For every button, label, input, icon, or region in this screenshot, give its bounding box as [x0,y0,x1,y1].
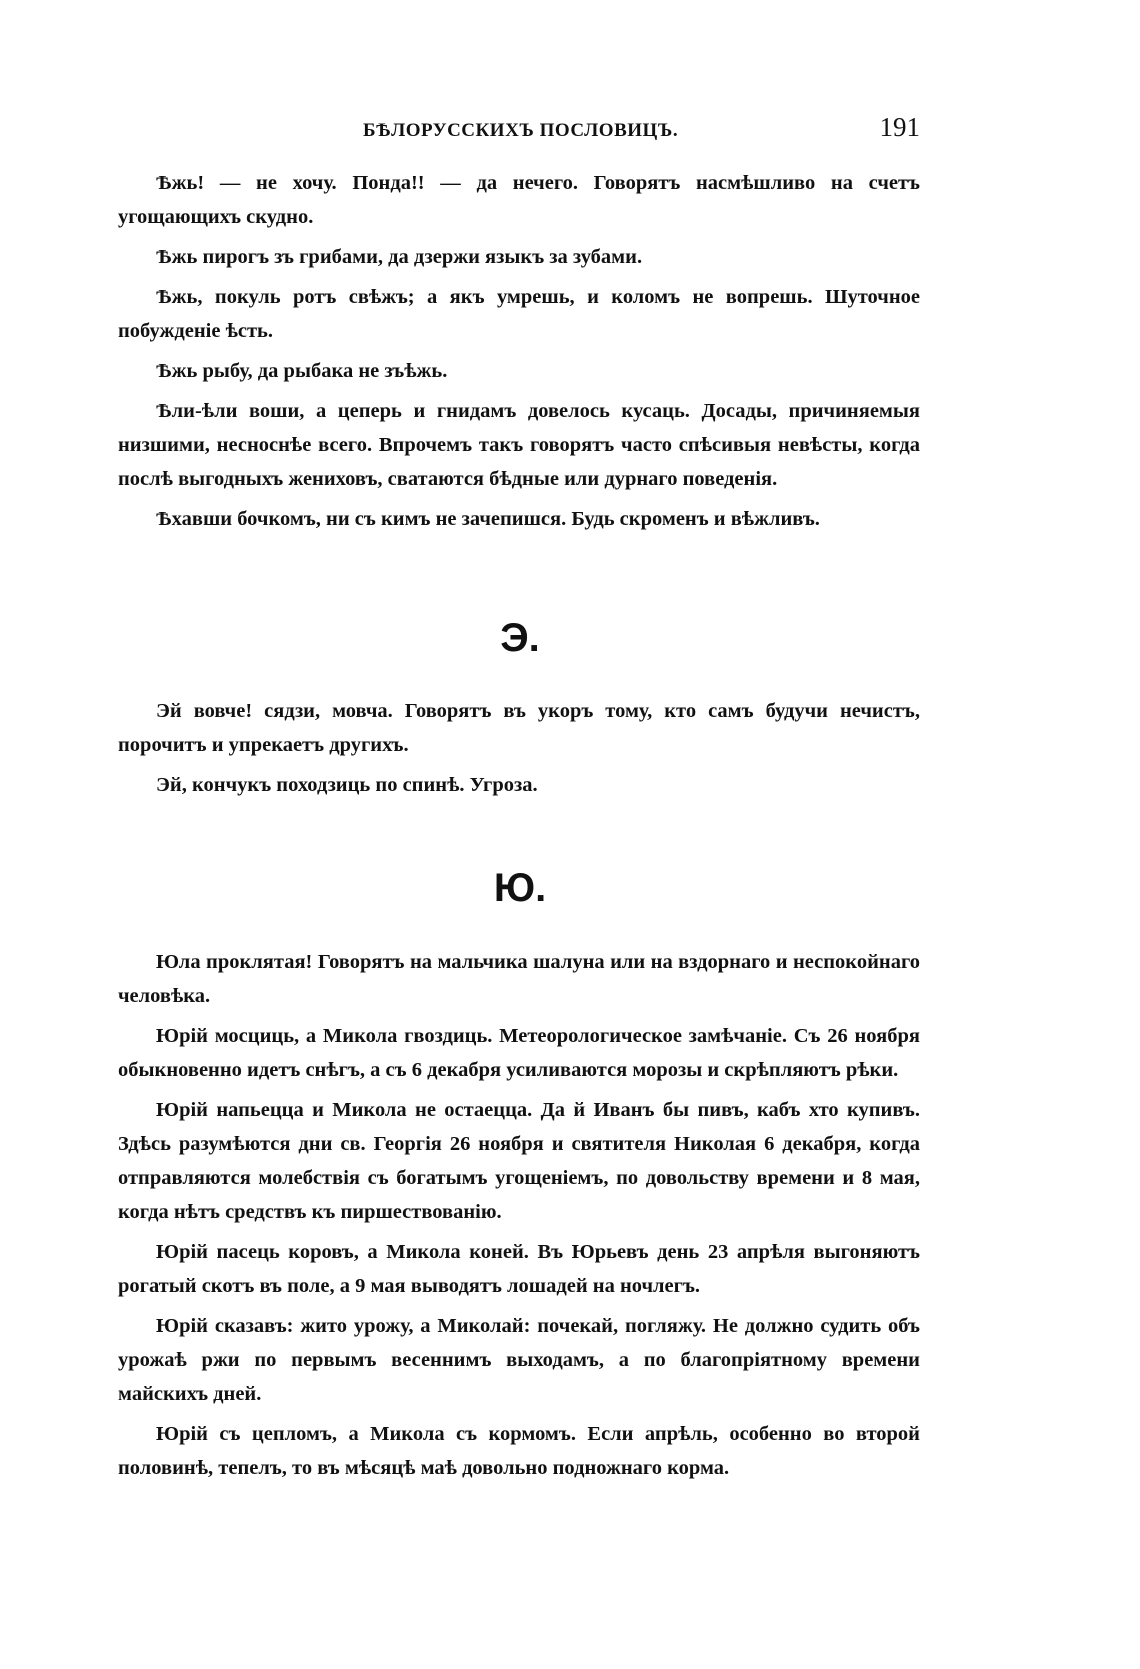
proverb-paragraph: Ѣжь, покуль ротъ свѣжъ; а якъ умрешь, и коломъ не вопрешь. Шуточное побужденіе ѣсть. [118,286,920,342]
proverb-paragraph: Ѣхавши бочкомъ, ни съ кимъ не зачепишся. Будь скроменъ и вѣжливъ. [156,508,820,530]
section-yu [118,945,920,1491]
proverb-paragraph: Эй, кончукъ походзиць по спинѣ. Угроза. [156,774,538,796]
proverb-paragraph: Ѣли-ѣли воши, а цеперь и гнидамъ довелось кусаць. Досады, причиняемыя низшими, несноснѣе всего. Впрочемъ такъ говорятъ часто спѣсивыя невѣсты, когда послѣ выгодныхъ жениховъ, сватаются бѣдные или дурнаго поведенія. [118,400,920,490]
running-title: БѢЛОРУССКИХЪ ПОСЛОВИЦЪ. [363,120,679,141]
proverb-paragraph: Эй вовче! сядзи, мовча. Говорятъ въ укоръ тому, кто самъ будучи нечистъ, порочитъ и упрекаетъ другихъ. [118,700,920,756]
section-yat [118,166,920,542]
proverb-paragraph: Ѣжь рыбу, да рыбака не зъѣжь. [156,360,448,382]
proverb-paragraph: Юрій съ цепломъ, а Микола съ кормомъ. Если апрѣль, особенно во второй половинѣ, тепелъ, то въ мѣсяцѣ маѣ довольно подножнаго корма. [118,1423,920,1479]
proverb-paragraph: Ѣжь! — не хочу. Понда!! — да нечего. Говорятъ насмѣшливо на счетъ угощающихъ скудно. [118,172,920,228]
page-header [118,112,920,152]
proverb-paragraph: Юла проклятая! Говорятъ на мальчика шалуна или на вздорнаго и неспокойнаго человѣка. [118,951,920,1007]
proverb-paragraph: Юрій мосциць, а Микола гвоздиць. Метеорологическое замѣчаніе. Съ 26 ноября обыкновенно идетъ снѣгъ, а съ 6 декабря усиливаются морозы и скрѣпляютъ рѣки. [118,1025,920,1081]
proverb-paragraph: Юрій пасець коровъ, а Микола коней. Въ Юрьевъ день 23 апрѣля выгоняютъ рогатый скотъ въ поле, а 9 мая выводятъ лошадей на ночлегъ. [118,1241,920,1297]
proverb-paragraph: Ѣжь пирогъ зъ грибами, да дзержи языкъ за зубами. [156,246,643,268]
section-e [118,694,920,808]
page-number: 191 [879,112,920,142]
section-letter-e: Э. [500,616,540,660]
proverb-paragraph: Юрій напьецца и Микола не остаецца. Да й Иванъ бы пивъ, кабъ хто купивъ. Здѣсь разумѣются дни св. Георгія 26 ноября и святителя Николая 6 декабря, когда отправляются молебствія съ богатымъ угощеніемъ, по довольству времени и 8 мая, когда нѣтъ средствъ къ пиршествованію. [118,1099,920,1223]
section-letter-yu: Ю. [493,866,547,910]
proverb-paragraph: Юрій сказавъ: жито урожу, а Миколай: почекай, погляжу. Не должно судить объ урожаѣ ржи по первымъ весеннимъ выходамъ, а по благопріятному времени майскихъ дней. [118,1315,920,1405]
